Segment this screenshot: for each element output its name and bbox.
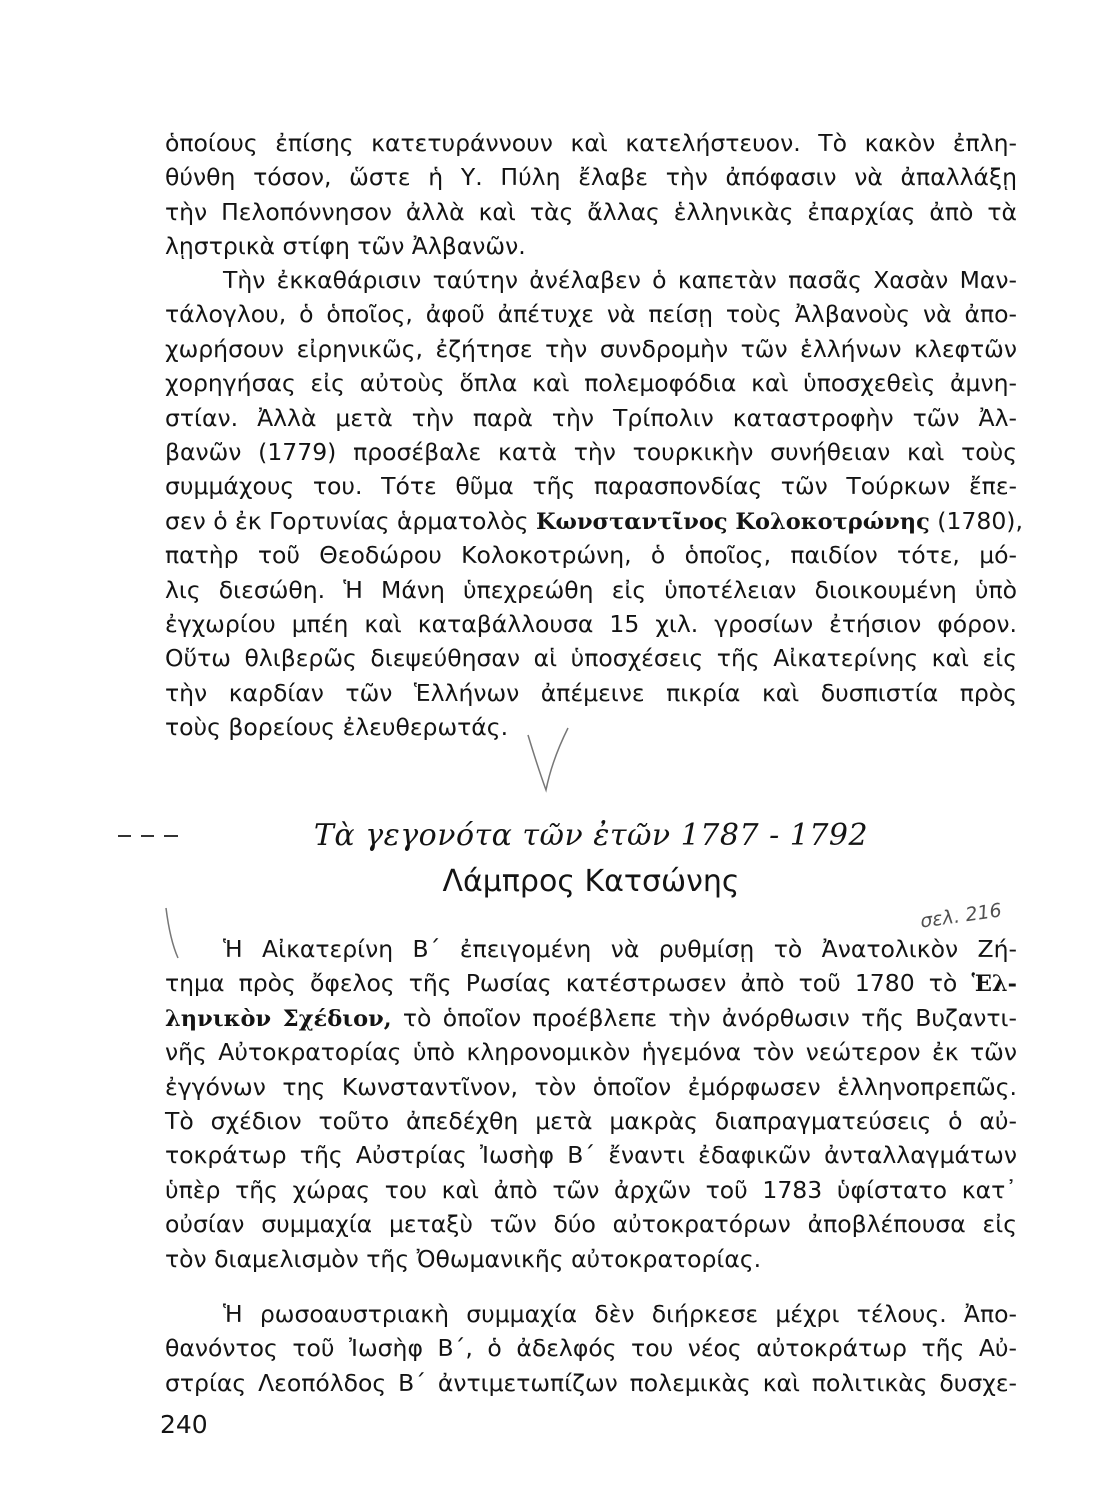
text-line: βανῶν (1779) προσέβαλε κατὰ τὴν τουρκικὴν συνήθειαν καὶ τοὺς (165, 437, 1017, 466)
text-line: νῆς Αὐτοκρατορίας ὑπὸ κληρονομικὸν ἡγεμόνα τὸν νεώτερον ἐκ τῶν (165, 1038, 1017, 1067)
line-segment: σεν ὁ ἐκ Γορτυνίας ἁρματολὸς (165, 506, 529, 535)
text-line: συμμάχους του. Τότε θῦμα τῆς παρασπονδίας τῶν Τούρκων ἔπε- (165, 472, 1017, 501)
text-line: ἐγχωρίου μπέη καὶ καταβάλλουσα 15 χιλ. γροσίων ἐτήσιον φόρον. (165, 609, 1017, 638)
text-line: στίαν. Ἀλλὰ μετὰ τὴν παρὰ τὴν Τρίπολιν καταστροφὴν τῶν Ἀλ- (165, 403, 1017, 432)
text-line: Τὸ σχέδιον τοῦτο ἀπεδέχθη μετὰ μακρὰς διαπραγματεύσεις ὁ αὐ- (165, 1106, 1017, 1135)
pencil-check-mark (528, 728, 568, 790)
section-subtitle: Λάμπρος Κατσώνης (442, 864, 740, 899)
line-segment: τημα πρὸς ὄφελος τῆς Ρωσίας κατέστρωσεν ἀπὸ τοῦ 1780 τὸ (165, 969, 958, 998)
text-line: τοὺς βορείους ἐλευθερωτάς. (165, 713, 509, 742)
bold-name: Κωνσταντῖνος Κολοκοτρώνης (535, 508, 930, 535)
text-line: τάλογλου, ὁ ὁποῖος, ἀφοῦ ἀπέτυχε νὰ πείσῃ τοὺς Ἀλβανοὺς νὰ ἀπο- (165, 300, 1017, 329)
text-line: θανόντος τοῦ Ἰωσὴφ Β΄, ὁ ἀδελφός του νέος αὐτοκράτωρ τῆς Αὐ- (165, 1334, 1017, 1363)
text-line: λις διεσώθη. Ἡ Μάνη ὑπεχρεώθη εἰς ὑποτέλειαν διοικουμένη ὑπὸ (165, 575, 1017, 604)
text-line: Ἡ ρωσοαυστριακὴ συμμαχία δὲν διήρκεσε μέχρι τέλους. Ἀπο- (223, 1300, 1017, 1328)
text-line: ἐγγόνων της Κωνσταντῖνον, τὸν ὁποῖον ἐμόρφωσεν ἑλληνοπρεπῶς. (165, 1072, 1017, 1101)
text-line: Τὴν ἐκκαθάρισιν ταύτην ἀνέλαβεν ὁ καπετὰν πασᾶς Χασὰν Μαν- (223, 266, 1017, 294)
text-line: χορηγήσας εἰς αὐτοὺς ὅπλα καὶ πολεμοφόδια καὶ ὑποσχεθεὶς ἀμνη- (165, 369, 1017, 398)
text-line: Οὕτω θλιβερῶς διεψεύθησαν αἱ ὑποσχέσεις τῆς Αἰκατερίνης καὶ εἰς (165, 644, 1017, 673)
pencil-bracket-mark (166, 908, 178, 958)
text-line: τὴν καρδίαν τῶν Ἑλλήνων ἀπέμεινε πικρία καὶ δυσπιστία πρὸς (165, 678, 1017, 707)
text-line: τὸν διαμελισμὸν τῆς Ὀθωμανικῆς αὐτοκρατορίας. (165, 1244, 762, 1273)
text-line: οὐσίαν συμμαχία μεταξὺ τῶν δύο αὐτοκρατόρων ἀποβλέπουσα εἰς (165, 1210, 1017, 1239)
page-number: 240 (160, 1410, 208, 1439)
text-line: Ἡ Αἰκατερίνη Β΄ ἐπειγομένη νὰ ρυθμίσῃ τὸ Ἀνατολικὸν Ζή- (223, 935, 1017, 963)
text-line: θύνθη τόσον, ὥστε ἡ Υ. Πύλη ἔλαβε τὴν ἀπόφασιν νὰ ἀπαλλάξῃ (165, 163, 1017, 192)
text-line: πατὴρ τοῦ Θεοδώρου Κολοκοτρώνη, ὁ ὁποῖος, παιδίον τότε, μό- (165, 541, 1017, 570)
line-segment: (1780), (937, 506, 1023, 535)
text-line: χωρήσουν εἰρηνικῶς, ἐζήτησε τὴν συνδρομὴν τῶν ἑλλήνων κλεφτῶν (165, 334, 1017, 363)
bold-term: ληνικὸν Σχέδιον, (165, 1005, 392, 1032)
text-line: λῃστρικὰ στίφη τῶν Ἀλβανῶν. (165, 232, 526, 261)
text-line: τὴν Πελοπόννησον ἀλλὰ καὶ τὰς ἄλλας ἑλληνικὰς ἐπαρχίας ἀπὸ τὰ (165, 197, 1017, 226)
text-line: τοκράτωρ τῆς Αὐστρίας Ἰωσὴφ Β΄ ἔναντι ἐδαφικῶν ἀνταλλαγμάτων (165, 1141, 1017, 1170)
text-line: ὑπὲρ τῆς χώρας του καὶ ἀπὸ τῶν ἀρχῶν τοῦ 1783 ὑφίστατο κατ᾿ (165, 1175, 1017, 1204)
section-title: Τὰ γεγονότα τῶν ἐτῶν 1787 - 1792 (313, 818, 869, 853)
line-segment: τὸ ὁποῖον προέβλεπε τὴν ἀνόρθωσιν τῆς Βυζαντι- (402, 1003, 1017, 1032)
text-line: ὁποίους ἐπίσης κατετυράννουν καὶ κατελήστευον. Τὸ κακὸν ἐπλη- (165, 129, 1017, 157)
bold-term: Ἑλ- (971, 971, 1017, 998)
margin-note: σελ. 216 (918, 899, 1004, 933)
text-line: στρίας Λεοπόλδος Β΄ ἀντιμετωπίζων πολεμικὰς καὶ πολιτικὰς δυσχε- (165, 1368, 1017, 1397)
